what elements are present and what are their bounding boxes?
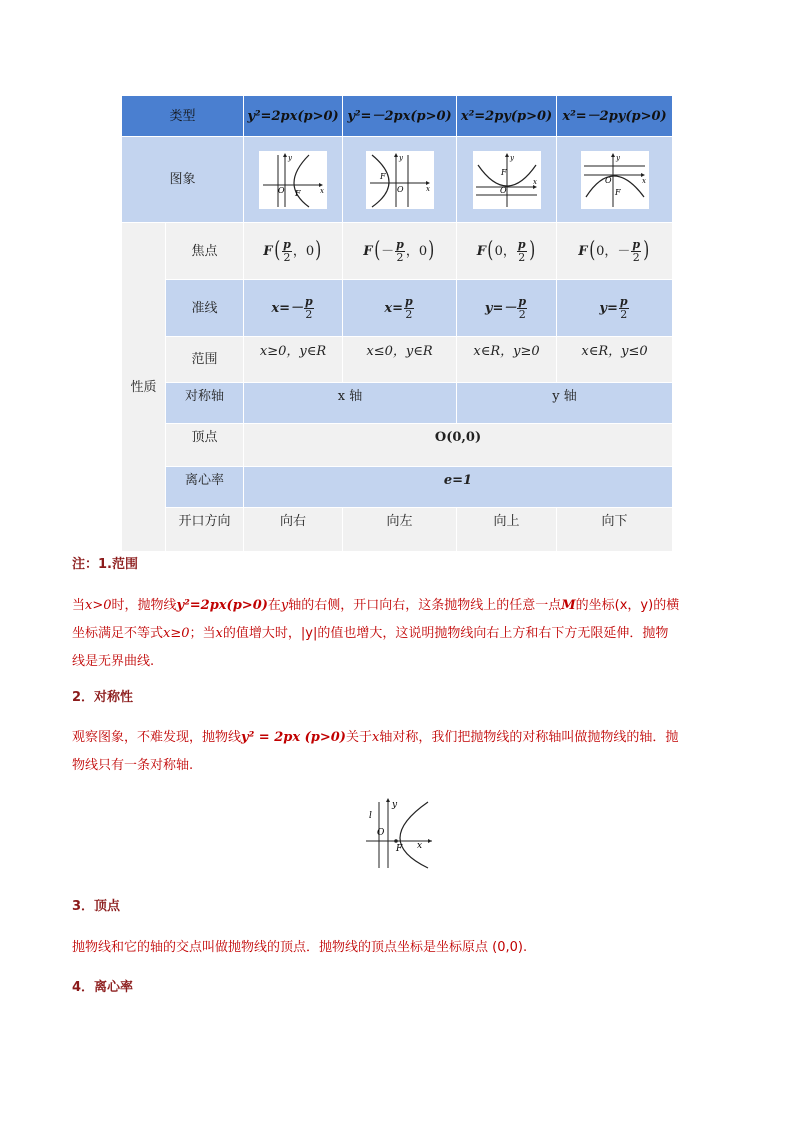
p1-line2-a: 坐标满足不等式: [72, 626, 164, 641]
focus1-lparen: (: [273, 238, 280, 263]
focus-cell-2: [343, 223, 456, 279]
p1-d: y²=2px(p>0): [176, 598, 268, 613]
focus3-rparen: ): [528, 238, 535, 263]
focus3-comma: ，: [502, 243, 516, 259]
range-label-cell: [166, 337, 243, 382]
directrix3-frac: [517, 296, 527, 320]
range3-value: x∈R，y≥0: [473, 344, 540, 359]
graph4-label-F: F: [614, 187, 621, 197]
focus3-lparen: (: [487, 238, 494, 263]
p2-line1-c: 关于: [345, 730, 372, 745]
graph4-label-y: y: [615, 153, 620, 162]
focus2-lparen: (: [373, 238, 380, 263]
image-row-label-cell: [122, 137, 243, 222]
focus2-frac: [395, 239, 405, 263]
p1-f: y: [280, 598, 289, 613]
p2-line2: 物线只有一条对称轴.: [72, 758, 194, 773]
directrix-label: 准线: [191, 300, 218, 316]
note-paragraph-2: [72, 724, 722, 780]
focus3-f: F: [476, 243, 487, 259]
directrix3-den: 2: [518, 307, 526, 321]
graph2-label-F: F: [379, 171, 386, 181]
property-group-label: 性质: [130, 379, 157, 395]
opening-cell-1: [244, 508, 342, 551]
directrix2-num: p: [404, 294, 413, 308]
graph4-label-x: x: [641, 176, 646, 185]
directrix-cell-3: [457, 280, 556, 336]
range1-value: x≥0，y∈R: [259, 344, 327, 359]
parabola-up-graph: [473, 151, 541, 209]
p2-line1-e: 轴对称，我们把抛物线的对称轴叫做抛物线的轴．抛: [379, 730, 679, 745]
eccentricity-value-cell: [244, 467, 672, 507]
p1-line2-b: x≥0: [163, 626, 190, 641]
image-row-label: 图象: [169, 172, 196, 187]
note-paragraph-1: [72, 592, 722, 676]
focus3-zero: 0: [494, 243, 503, 259]
p1-i: 的坐标(x，y)的横: [575, 598, 680, 613]
note-paragraph-3: [72, 934, 722, 962]
graph-cell-3: [457, 137, 556, 222]
parabola-right-graph: [259, 151, 327, 209]
graph4-label-O: O: [604, 175, 612, 185]
axis-y-value: y 轴: [552, 389, 577, 404]
focus3-num: p: [517, 237, 526, 251]
focus1-zero: 0: [305, 243, 315, 259]
directrix2-lhs: x=: [384, 300, 403, 316]
p1-e: 在: [267, 598, 281, 613]
graph3-label-O: O: [499, 185, 507, 195]
eccentricity-label-cell: [166, 467, 243, 507]
focus4-rparen: ): [643, 238, 650, 263]
range-cell-2: [343, 337, 456, 382]
directrix3-num: p: [518, 294, 527, 308]
focus4-den: 2: [632, 250, 640, 264]
focus1-den: 2: [283, 250, 291, 264]
focus2-comma: ，: [405, 243, 419, 259]
focus4-zero: 0: [596, 243, 605, 259]
symmetry-figure: [362, 796, 434, 870]
p1-line2-c: ；当: [189, 626, 216, 641]
section-4-heading: [72, 974, 722, 1002]
opening4-value: 向下: [601, 514, 628, 529]
header-col3-label: x²=2py(p>0): [460, 108, 553, 124]
header-col1-label: y²=2px(p>0): [247, 108, 339, 124]
p3-text: 抛物线和它的轴的交点叫做抛物线的顶点．抛物线的顶点坐标是坐标原点 (0,0).: [72, 940, 528, 955]
fig-label-x: x: [417, 841, 423, 851]
opening-label-cell: [166, 508, 243, 551]
p1-g: 轴的右侧，开口向右，这条抛物线上的任意一点: [288, 598, 562, 613]
header-col3: [457, 96, 556, 136]
opening-cell-2: [343, 508, 456, 551]
directrix4-frac: [619, 296, 629, 320]
h2-text: 2．对称性: [72, 690, 134, 705]
p1-line2-d: x: [215, 626, 223, 641]
directrix2-den: 2: [405, 307, 413, 321]
focus-cell-4: [557, 223, 672, 279]
graph3-label-y: y: [509, 153, 514, 162]
focus-cell-1: [244, 223, 342, 279]
range-label: 范围: [191, 352, 218, 367]
p2-line1-a: 观察图象，不难发现，抛物线: [72, 730, 242, 745]
parabola-down-graph: [581, 151, 649, 209]
axis-x-value: x 轴: [337, 389, 363, 404]
axis-label-cell: [166, 383, 243, 423]
header-col2-label: y²=－2px(p>0): [347, 108, 452, 124]
range-cell-3: [457, 337, 556, 382]
axis-label: 对称轴: [184, 389, 224, 404]
header-type-label: 类型: [169, 108, 196, 124]
header-type-cell: [122, 96, 243, 136]
graph-cell-4: [557, 137, 672, 222]
focus1-frac: [282, 239, 292, 263]
directrix-cell-2: [343, 280, 456, 336]
graph2-label-y: y: [398, 153, 403, 162]
eccentricity-label: 离心率: [184, 473, 224, 488]
focus2-f: F: [363, 243, 373, 259]
eccentricity-value: e=1: [443, 473, 473, 488]
fig-label-F: F: [396, 844, 403, 854]
range4-value: x∈R，y≤0: [581, 344, 648, 359]
parabola-left-graph: [366, 151, 434, 209]
graph-cell-2: [343, 137, 456, 222]
p1-b: x>0: [85, 598, 112, 613]
focus2-den: 2: [396, 250, 404, 264]
directrix3-lhs: y=－: [484, 300, 517, 316]
p1-a: 当: [72, 598, 86, 613]
note-heading: [72, 551, 722, 579]
focus1-rparen: ): [315, 238, 322, 263]
directrix1-frac: [304, 296, 314, 320]
focus4-num: p: [632, 237, 641, 251]
graph2-label-O: O: [396, 184, 404, 194]
header-col1: [244, 96, 342, 136]
focus-label-cell: [166, 223, 243, 279]
range-cell-1: [244, 337, 342, 382]
axis-cell-34: [457, 383, 672, 423]
focus2-rparen: ): [428, 238, 435, 263]
opening-cell-4: [557, 508, 672, 551]
fig-label-l: l: [369, 811, 372, 821]
directrix-cell-1: [244, 280, 342, 336]
graph1-label-x: x: [320, 186, 324, 195]
p2-line1-d: x: [371, 730, 380, 745]
vertex-value-cell: [244, 424, 672, 466]
p1-h: M: [561, 598, 576, 613]
directrix1-lhs: x=－: [271, 300, 303, 316]
graph1-label-F: F: [295, 188, 301, 198]
directrix2-frac: [404, 296, 414, 320]
note-heading-text: 注：1.范围: [72, 557, 138, 572]
header-col2: [343, 96, 456, 136]
p2-line1-b: y² = 2px (p>0): [241, 730, 346, 745]
section-2-heading: [72, 684, 722, 712]
directrix-cell-4: [557, 280, 672, 336]
focus4-comma: ，: [604, 243, 618, 259]
vertex-label-cell: [166, 424, 243, 466]
vertex-label: 顶点: [191, 430, 218, 445]
p1-line3: 线是无界曲线.: [72, 654, 155, 669]
p1-c: 时，抛物线: [111, 598, 177, 613]
focus-cell-3: [457, 223, 556, 279]
header-col4-label: x²=－2py(p>0): [562, 108, 667, 124]
focus2-minus: －: [381, 243, 395, 259]
directrix4-num: p: [619, 294, 628, 308]
range2-value: x≤0，y∈R: [366, 344, 433, 359]
directrix4-lhs: y=: [599, 300, 618, 316]
graph3-label-x: x: [532, 177, 537, 186]
p1-line2-e: 的值增大时，|y|的值也增大，这说明抛物线向右上方和右下方无限延伸．抛物: [222, 626, 669, 641]
opening-cell-3: [457, 508, 556, 551]
opening2-value: 向左: [386, 514, 413, 529]
focus3-den: 2: [518, 250, 526, 264]
focus1-f: F: [263, 243, 273, 259]
focus3-frac: [517, 239, 527, 263]
focus4-minus: －: [617, 243, 631, 259]
property-group-cell: [122, 223, 165, 551]
graph1-label-O: O: [278, 185, 285, 195]
graph3-label-F: F: [500, 167, 507, 177]
fig-label-O: O: [377, 828, 385, 838]
directrix1-den: 2: [305, 307, 313, 321]
focus1-comma: ，: [292, 243, 306, 259]
focus4-frac: [631, 239, 641, 263]
vertex-value: O(0,0): [434, 430, 482, 445]
focus-label: 焦点: [191, 243, 218, 259]
range-cell-4: [557, 337, 672, 382]
opening3-value: 向上: [493, 514, 520, 529]
axis-cell-12: [244, 383, 456, 423]
section-3-heading: [72, 893, 722, 921]
focus2-num: p: [396, 237, 404, 251]
focus4-lparen: (: [588, 238, 595, 263]
fig-label-y: y: [392, 800, 398, 810]
h4-text: 4．离心率: [72, 980, 134, 995]
graph2-label-x: x: [425, 184, 430, 193]
directrix1-num: p: [304, 294, 313, 308]
opening1-value: 向右: [279, 514, 306, 529]
h3-text: 3．顶点: [72, 899, 121, 914]
graph-cell-1: [244, 137, 342, 222]
directrix-label-cell: [166, 280, 243, 336]
focus4-f: F: [578, 243, 588, 259]
header-col4: [557, 96, 672, 136]
opening-label: 开口方向: [178, 514, 231, 529]
parabola-property-table: [122, 96, 672, 551]
focus2-zero: 0: [418, 243, 428, 259]
focus1-num: p: [283, 237, 291, 251]
graph1-label-y: y: [288, 153, 292, 162]
directrix4-den: 2: [620, 307, 628, 321]
